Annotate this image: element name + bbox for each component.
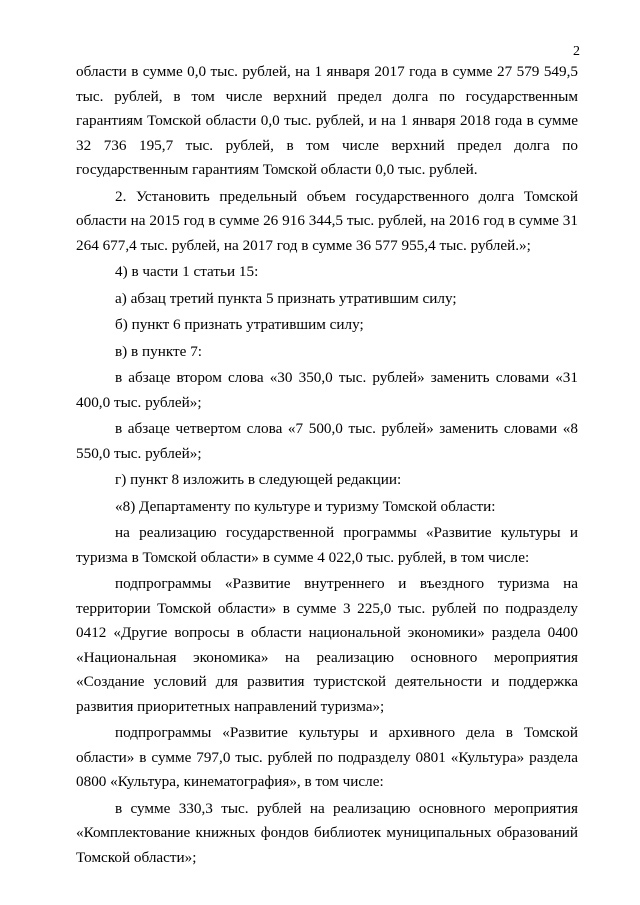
paragraph-library-funds: в сумме 330,3 тыс. рублей на реализацию основного мероприятия «Комплектование книжных фондов библиотек муниципальных образований Томской области»; [76, 799, 578, 866]
paragraph-fourth-abzac: в абзаце четвертом слова «7 500,0 тыс. рублей» заменить словами «8 550,0 тыс. рублей»; [76, 420, 578, 462]
paragraph-state-program: на реализацию государственной программы «Развитие культуры и туризма в Томской области» в сумме 4 022,0 тыс. рублей, в том числе: [76, 524, 578, 566]
paragraph-tourism-subprogram: подпрограммы «Развитие внутреннего и въездного туризма на территории Томской области» в сумме 3 225,0 тыс. рублей по подразделу 0412 «Другие вопросы в области национальной экономики» раздела 0400 «Национальная экономика» на реализацию основного мероприятия «Создание условий для развития туристской деятельности и поддержка развития приоритетных направлений туризма»; [76, 575, 578, 715]
paragraph-item-a: а) абзац третий пункта 5 признать утратившим силу; [115, 289, 457, 307]
paragraph-second-abzac: в абзаце втором слова «30 350,0 тыс. рублей» заменить словами «31 400,0 тыс. рублей»; [76, 369, 578, 411]
paragraph-item-b: б) пункт 6 признать утратившим силу; [115, 316, 364, 333]
page-number: 2 [573, 44, 580, 59]
paragraph-debt-limits-continued: области в сумме 0,0 тыс. рублей, на 1 января 2017 года в сумме 27 579 549,5 тыс. рублей, в том числе верхний предел долга по государственным гарантиям Томской области 0,0 тыс. рублей, и на 1 января 2018 года в сумме 32 736 195,7 тыс. рублей, в том числе верхний предел долга по государственным гарантиям Томской области 0,0 тыс. рублей. [76, 63, 578, 178]
paragraph-item-g: г) пункт 8 изложить в следующей редакции: [115, 471, 402, 488]
paragraph-article-15: 4) в части 1 статьи 15: [115, 263, 259, 280]
paragraph-item-v: в) в пункте 7: [115, 342, 203, 360]
document-body [76, 60, 578, 870]
paragraph-department-culture: «8) Департаменту по культуре и туризму Томской области: [115, 497, 496, 515]
paragraph-culture-subprogram: подпрограммы «Развитие культуры и архивного дела в Томской области» в сумме 797,0 тыс. рублей по подразделу 0801 «Культура» раздела 0800 «Культура, кинематография», в том числе: [76, 724, 578, 790]
paragraph-state-debt-volume: 2. Установить предельный объем государственного долга Томской области на 2015 год в сумме 26 916 344,5 тыс. рублей, на 2016 год в сумме 31 264 677,4 тыс. рублей, на 2017 год в сумме 36 577 955,4 тыс. рублей.»; [76, 187, 578, 254]
